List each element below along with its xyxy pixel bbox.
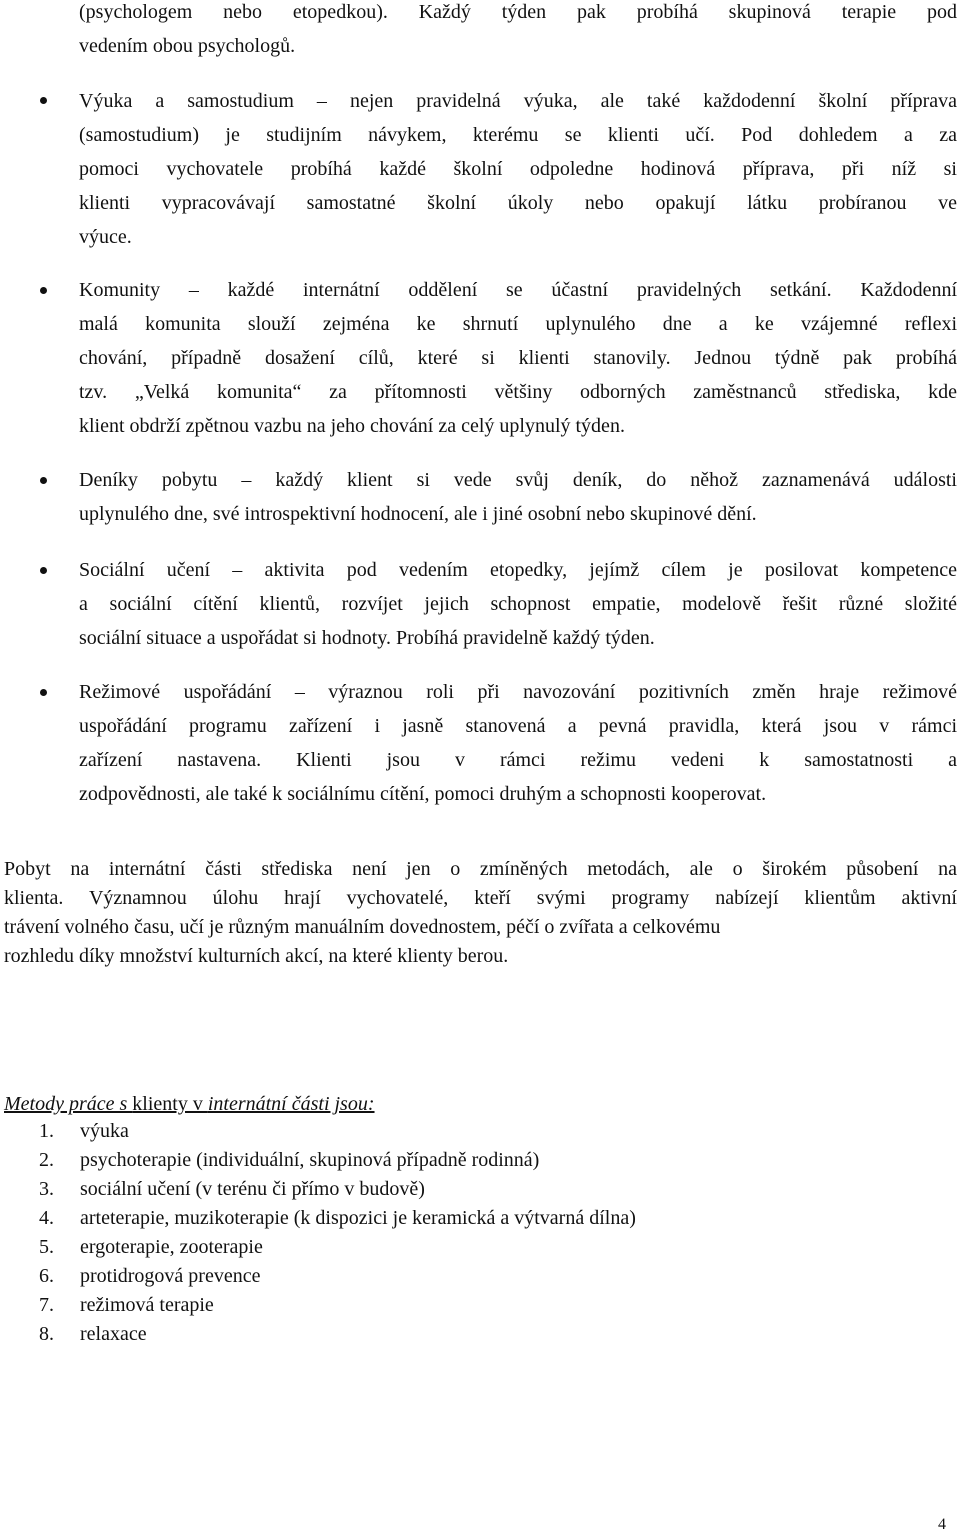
list-item-text: psychoterapie (individuální, skupinová případně rodinná)	[80, 1149, 540, 1171]
list-item-text: protidrogová prevence	[80, 1265, 261, 1287]
heading-part: klienty v	[132, 1093, 208, 1115]
list-item-number: 4.	[39, 1207, 54, 1229]
heading-part: Metody práce s	[4, 1093, 133, 1115]
list-item-text: výuka	[80, 1120, 129, 1142]
list-item-text: arteterapie, muzikoterapie (k dispozici je keramická a výtvarná dílna)	[80, 1207, 636, 1229]
list-item	[39, 1233, 636, 1262]
list-item-text: režimová terapie	[80, 1294, 214, 1316]
text-line: (samostudium) je studijním návykem, kterému se klienti učí. Pod dohledem a za	[79, 124, 957, 146]
list-item	[39, 1204, 636, 1233]
list-item-number: 2.	[39, 1149, 54, 1171]
list-item-text: sociální učení (v terénu či přímo v budově)	[80, 1178, 425, 1200]
text-line: Komunity – každé internátní oddělení se účastní pravidelných setkání. Každodenní	[79, 279, 957, 301]
text-line: klienta. Významnou úlohu hrají vychovatelé, kteří svými programy nabízejí klientům aktivní	[4, 887, 957, 909]
bullet-dot-icon	[40, 287, 47, 294]
text-line: tzv. „Velká komunita“ za přítomnosti většiny odborných zaměstnanců střediska, kde	[79, 381, 957, 403]
text-line: sociální situace a uspořádat si hodnoty. Probíhá pravidelně každý týden.	[79, 627, 655, 649]
bullet-item-deniky	[79, 463, 957, 531]
methods-heading	[4, 1089, 375, 1119]
bullet-item-rezimove-usporadani	[79, 675, 957, 811]
text-line: malá komunita slouží zejména ke shrnutí uplynulého dne a ke vzájemné reflexi	[79, 313, 957, 335]
list-item	[39, 1320, 636, 1349]
bullet-dot-icon	[40, 689, 47, 696]
list-item-number: 8.	[39, 1323, 54, 1345]
list-item-number: 1.	[39, 1120, 54, 1142]
methods-list	[39, 1117, 636, 1349]
text-line: Deníky pobytu – každý klient si vede svůj deník, do něhož zaznamenává události	[79, 469, 957, 491]
list-item-number: 3.	[39, 1178, 54, 1200]
text-line: Režimové uspořádání – výraznou roli při navozování pozitivních změn hraje režimové	[79, 681, 957, 703]
intro-text	[79, 0, 957, 63]
text-line: uplynulého dne, své introspektivní hodnocení, ale i jiné osobní nebo skupinové dění.	[79, 503, 757, 525]
bullet-item-komunity	[79, 273, 957, 443]
text-line: Výuka a samostudium – nejen pravidelná výuka, ale také každodenní školní příprava	[79, 90, 957, 112]
heading-part: internátní části jsou:	[207, 1093, 375, 1115]
text-line: rozhledu díky množství kulturních akcí, na které klienty berou.	[4, 945, 509, 967]
bullet-dot-icon	[40, 567, 47, 574]
bullet-dot-icon	[40, 477, 47, 484]
text-line: uspořádání programu zařízení i jasně stanovená a pevná pravidla, která jsou v rámci	[79, 715, 957, 737]
text-line: (psychologem nebo etopedkou). Každý týden pak probíhá skupinová terapie pod	[79, 1, 957, 23]
text-line: vedením obou psychologů.	[79, 35, 296, 57]
text-line: klient obdrží zpětnou vazbu na jeho chování za celý uplynulý týden.	[79, 415, 625, 437]
list-item-text: relaxace	[80, 1323, 147, 1345]
bullet-item-vyuka	[79, 84, 957, 254]
text-line: pomoci vychovatele probíhá každé školní odpoledne hodinová příprava, při níž si	[79, 158, 957, 180]
text-line: trávení volného času, učí je různým manuálním dovednostem, péčí o zvířata a celkovému	[4, 916, 721, 938]
list-item	[39, 1291, 636, 1320]
list-item-number: 5.	[39, 1236, 54, 1258]
list-item-text: ergoterapie, zooterapie	[80, 1236, 263, 1258]
list-item	[39, 1117, 636, 1146]
list-item-number: 6.	[39, 1265, 54, 1287]
bullet-item-socialni-uceni	[79, 553, 957, 655]
body-paragraph	[4, 855, 957, 971]
list-item	[39, 1175, 636, 1204]
text-line: klienti vypracovávají samostatné školní úkoly nebo opakují látku probíranou ve	[79, 192, 957, 214]
text-line: a sociální cítění klientů, rozvíjet jejich schopnost empatie, modelově řešit různé složité	[79, 593, 957, 615]
list-item-number: 7.	[39, 1294, 54, 1316]
list-item	[39, 1146, 636, 1175]
text-line: zařízení nastavena. Klienti jsou v rámci režimu vedeni k samostatnosti a	[79, 749, 957, 771]
bullet-dot-icon	[40, 97, 47, 104]
text-line: Sociální učení – aktivita pod vedením etopedky, jejímž cílem je posilovat kompetence	[79, 559, 957, 581]
text-line: Pobyt na internátní části střediska není jen o zmíněných metodách, ale o širokém působení na	[4, 858, 957, 880]
page-number: 4	[938, 1516, 946, 1533]
text-line: chování, případně dosažení cílů, které si klienti stanovily. Jednou týdně pak probíhá	[79, 347, 957, 369]
text-line: výuce.	[79, 226, 132, 248]
list-item	[39, 1262, 636, 1291]
text-line: zodpovědnosti, ale také k sociálnímu cítění, pomoci druhým a schopnosti kooperovat.	[79, 783, 767, 805]
